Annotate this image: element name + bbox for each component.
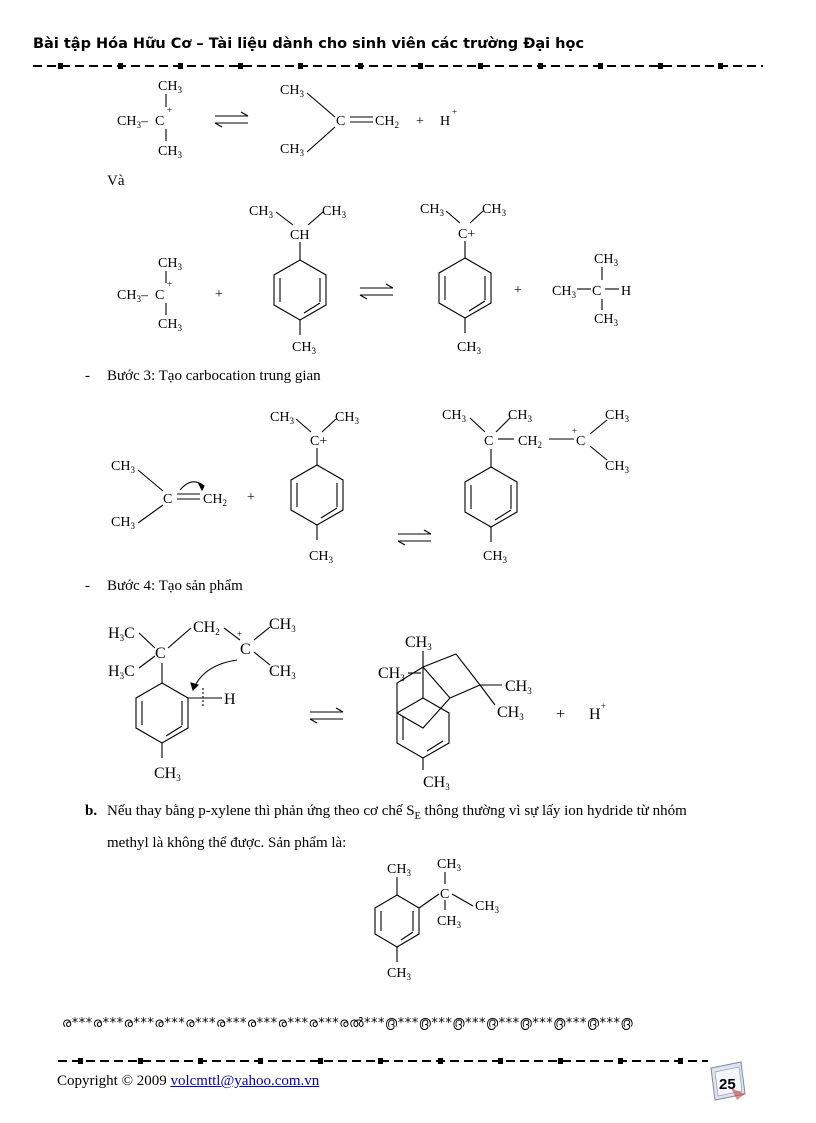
page-number: 25 (719, 1076, 736, 1093)
svg-text:CH3: $CH_3$ (309, 549, 333, 565)
svg-text:C: C (484, 434, 494, 449)
svg-text:+: + (247, 490, 255, 505)
page-badge-icon (705, 1058, 749, 1102)
svg-text:C: C (240, 641, 251, 658)
svg-text:+: + (601, 701, 607, 711)
svg-text:CH3: $CH_3$ (117, 114, 141, 130)
svg-text:CH3: CH3 (423, 774, 450, 790)
page-header: Bài tập Hóa Hữu Cơ – Tài liệu dành cho sinh viên các trường Đại học (33, 36, 585, 52)
part-b-line1-sub: E (414, 811, 421, 822)
svg-text:H3C: H3C (108, 663, 135, 681)
header-divider (33, 62, 763, 70)
svg-text:CH3: CH3 (505, 678, 532, 696)
svg-text:CH2: $CH_2$ (375, 114, 399, 130)
copyright-line (57, 1073, 319, 1090)
svg-text:+: + (167, 279, 173, 289)
svg-text:CH3: CH3 (269, 663, 296, 681)
svg-text:CH3: $CH_3$ (420, 202, 444, 218)
svg-text:CH3: $CH_3$ (482, 202, 506, 218)
svg-text:+: + (167, 105, 173, 115)
svg-text:C: C (155, 114, 165, 129)
svg-text:CH3: $CH_3$ (280, 83, 304, 99)
svg-text:CH3: $CH_3$ (270, 410, 294, 426)
reaction-1 (110, 75, 490, 165)
svg-text:CH3: CH3 (269, 616, 296, 634)
part-b-line1-post: thông thường vì sự lấy ion hydride từ nhóm (420, 803, 687, 819)
svg-text:CH3: CH3 (378, 665, 405, 683)
svg-text:CH3: $CH_3$ (158, 79, 182, 95)
svg-text:CH3: $CH_3$ (335, 410, 359, 426)
step-4-title: Bước 4: Tạo sản phẩm (107, 578, 243, 594)
svg-text:CH3: CH3 (154, 765, 181, 783)
svg-text:CH3: $CH_3$ (322, 204, 346, 220)
svg-text:H: H (589, 706, 601, 723)
reaction-2 (110, 195, 670, 360)
svg-text:CH3: $CH_3$ (280, 142, 304, 158)
svg-text:CH3: $CH_3$ (605, 459, 629, 475)
step-4-dash: - (85, 578, 90, 594)
ornament-divider: ര***ര***ര***ര***ര***ര***ര***ര***ര***രൽ***൫***൫***൫***൫***൫***൫***൫***൫ (62, 1016, 634, 1031)
svg-text:–: – (141, 288, 148, 303)
svg-text:H3C: H3C (108, 625, 135, 643)
svg-text:CH2: CH2 (193, 619, 220, 637)
svg-text:CH3: $CH_3$ (552, 284, 576, 300)
svg-text:CH3: $CH_3$ (508, 408, 532, 424)
svg-text:CH3: $CH_3$ (442, 408, 466, 424)
part-b-marker: b. (85, 803, 98, 819)
svg-text:CH2: $CH_2$ (518, 434, 542, 450)
svg-text:CH3: $CH_3$ (117, 288, 141, 304)
email-link[interactable]: volcmttl@yahoo.com.vn (170, 1073, 320, 1089)
svg-text:CH3: $CH_3$ (111, 459, 135, 475)
svg-text:C: C (576, 434, 586, 449)
svg-text:CH3: $CH_3$ (387, 966, 411, 982)
page-number-badge (705, 1058, 749, 1102)
svg-text:CH2: $CH_2$ (203, 492, 227, 508)
svg-text:C: C (592, 284, 602, 299)
step-3-dash: - (85, 368, 90, 384)
svg-text:+: + (572, 426, 578, 436)
svg-text:C: C (155, 645, 166, 662)
svg-text:CH3: $CH_3$ (111, 515, 135, 531)
svg-text:CH3: CH3 (497, 704, 524, 722)
svg-text:H: H (621, 284, 632, 299)
svg-text:C: C (163, 492, 173, 507)
svg-text:CH3: $CH_3$ (387, 862, 411, 878)
svg-text:CH: CH (290, 228, 310, 243)
svg-text:C: C (155, 288, 165, 303)
copyright-text: Copyright © 2009 (57, 1073, 171, 1089)
svg-text:CH3: $CH_3$ (483, 549, 507, 565)
svg-text:C: C (336, 114, 346, 129)
svg-text:H: H (224, 691, 236, 708)
svg-text:C+: C+ (310, 434, 328, 449)
svg-text:CH3: $CH_3$ (437, 857, 461, 873)
svg-text:CH3: $CH_3$ (475, 899, 499, 915)
product-structure (355, 850, 525, 985)
svg-text:CH3: $CH_3$ (158, 144, 182, 160)
svg-text:CH3: CH3 (405, 634, 432, 652)
svg-text:CH3: $CH_3$ (158, 317, 182, 333)
svg-text:+: + (416, 114, 424, 129)
footer-divider (58, 1057, 708, 1065)
step-3-title: Bước 3: Tạo carbocation trung gian (107, 368, 321, 384)
svg-text:–: – (141, 114, 148, 129)
conjunction-va: Và (107, 173, 125, 189)
svg-text:+: + (514, 283, 522, 298)
svg-text:CH3: $CH_3$ (292, 340, 316, 356)
svg-text:C: C (440, 887, 450, 902)
svg-text:CH3: $CH_3$ (594, 252, 618, 268)
part-b-paragraph (107, 798, 762, 856)
svg-text:C+: C+ (458, 227, 476, 242)
svg-text:CH3: $CH_3$ (437, 914, 461, 930)
svg-text:CH3: $CH_3$ (594, 312, 618, 328)
part-b-line2: methyl là không thể được. Sản phẩm là: (107, 835, 347, 851)
svg-text:+: + (556, 706, 566, 723)
reaction-4 (105, 610, 625, 790)
svg-text:CH3: $CH_3$ (605, 408, 629, 424)
svg-text:+: + (215, 287, 223, 302)
part-b-line1-pre: Nếu thay bằng p-xylene thì phản ứng theo cơ chế S (107, 803, 415, 819)
svg-text:+: + (237, 629, 243, 639)
reaction-3 (108, 398, 648, 573)
svg-text:H: H (440, 114, 451, 129)
svg-text:CH3: $CH_3$ (249, 204, 273, 220)
svg-text:+: + (452, 107, 458, 117)
svg-text:CH3: $CH_3$ (457, 340, 481, 356)
svg-text:CH3: $CH_3$ (158, 256, 182, 272)
